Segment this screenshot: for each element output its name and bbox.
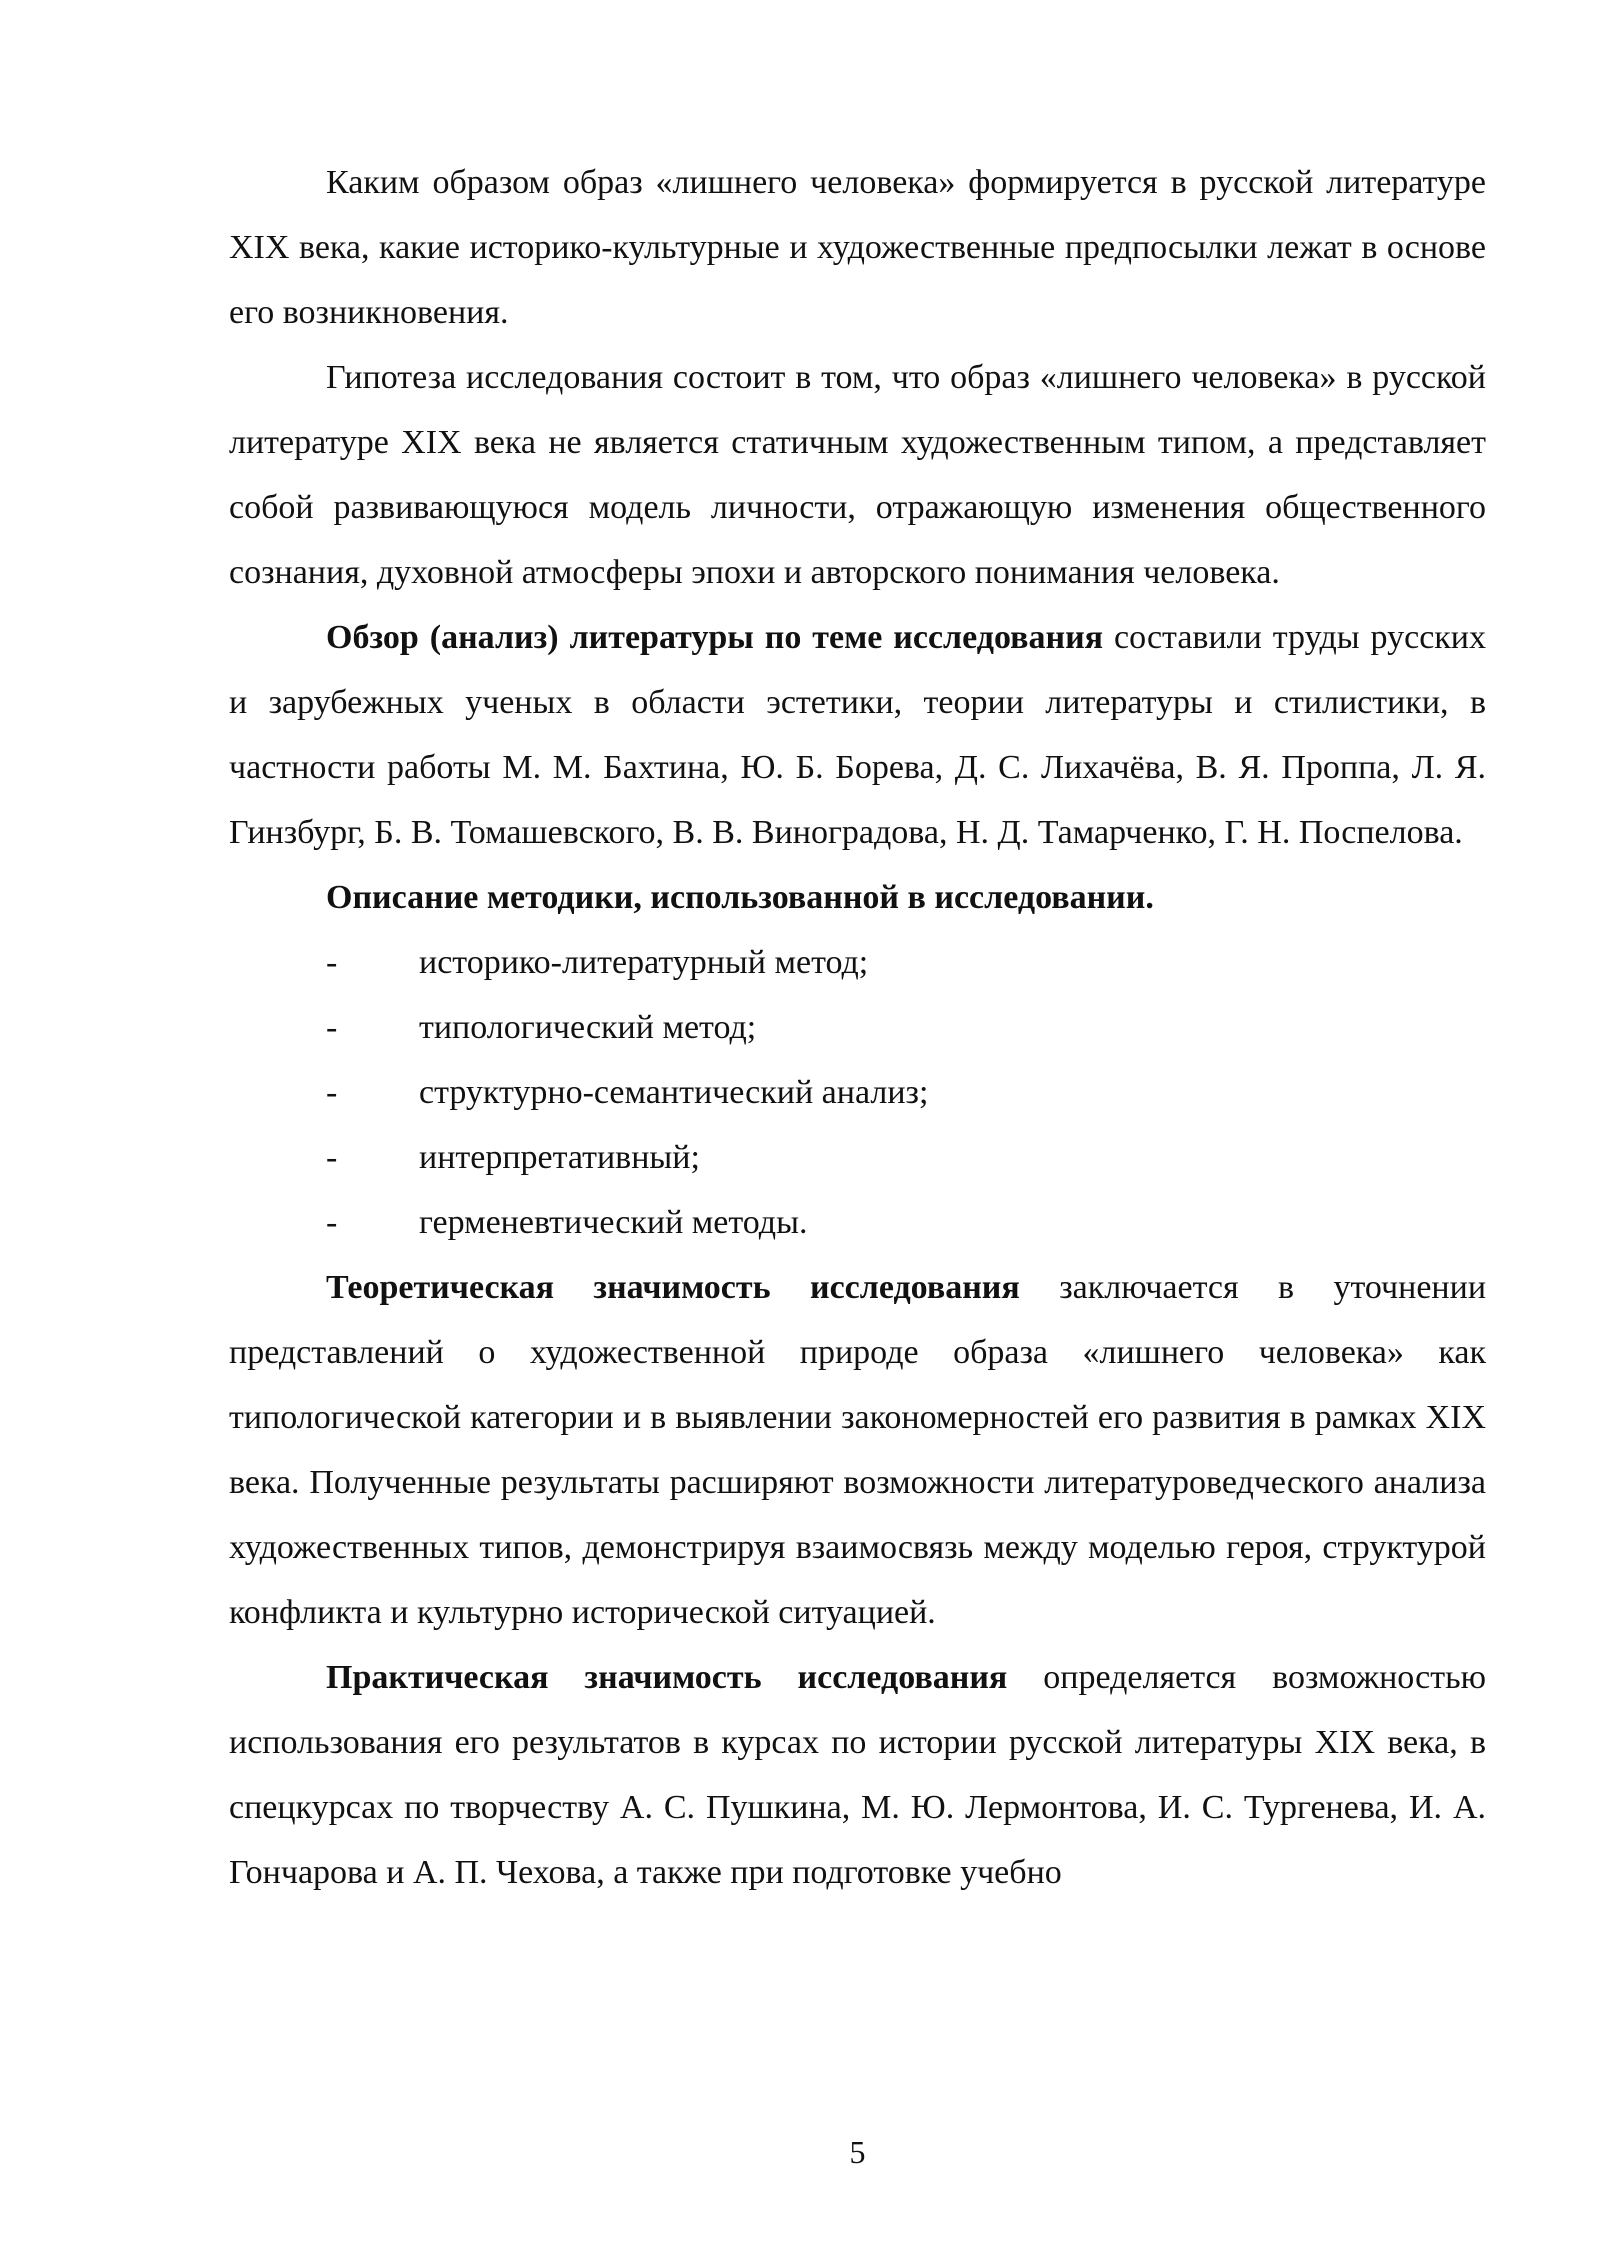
paragraph-lead: Практическая значимость исследования [326, 1659, 1008, 1696]
list-item [229, 930, 1486, 995]
page-number: 5 [849, 2134, 866, 2170]
hypothesis-paragraph [229, 345, 1486, 605]
paragraph-lead: Теоретическая значимость исследования [326, 1269, 1020, 1306]
list-item [229, 1125, 1486, 1190]
paragraph-text: заключается в уточнении представлений о художественной природе образа «лишнего человека» как типологической категории и в выявлении закономерностей его развития в рамках XIX века. Полученные результаты расширяют возможности литературоведческого анализа художественных типов, демонстрируя взаимосвязь между моделью героя, структурой конфликта и культурно исторической ситуацией. [229, 1269, 1487, 1631]
bullet-dash: - [326, 1074, 338, 1111]
methods-list [229, 930, 1486, 1255]
list-item [229, 1060, 1486, 1125]
paragraph-text: Каким образом образ «лишнего человека» формируется в русской литературе XIX века, какие историко-культурные и художественные предпосылки лежат в основе его возникновения. [229, 164, 1486, 331]
bullet-dash: - [326, 1009, 338, 1046]
research-question-paragraph [229, 150, 1486, 345]
bullet-dash: - [326, 1204, 338, 1241]
paragraph-lead: Обзор (анализ) литературы по теме исследования [326, 619, 1104, 656]
paragraph-text: определяется возможностью использования его результатов в курсах по истории русской литературы XIX века, в спецкурсах по творчеству А. С. Пушкина, М. Ю. Лермонтова, И. С. Тургенева, И. А. Гончарова и А. П. Чехова, а также при подготовке учебно [229, 1659, 1487, 1891]
list-item-text: интерпретативный; [419, 1139, 700, 1176]
list-item [229, 995, 1486, 1060]
paragraph-text: составили труды русских и зарубежных ученых в области эстетики, теории литературы и стилистики, в частности работы М. М. Бахтина, Ю. Б. Борева, Д. С. Лихачёва, В. Я. Проппа, Л. Я. Гинзбург, Б. В. Томашевского, В. В. Виноградова, Н. Д. Тамарченко, Г. Н. Поспелова. [229, 619, 1486, 851]
practical-significance-paragraph [229, 1645, 1486, 1905]
list-item-text: историко-литературный метод; [419, 944, 869, 981]
methods-heading: Описание методики, использованной в исследовании. [326, 879, 1154, 916]
bullet-dash: - [326, 1139, 338, 1176]
literature-review-paragraph [229, 605, 1486, 865]
document-page [229, 150, 1486, 1905]
methods-heading-paragraph [229, 865, 1486, 930]
theoretical-significance-paragraph [229, 1255, 1486, 1645]
list-item-text: типологический метод; [419, 1009, 757, 1046]
bullet-dash: - [326, 944, 338, 981]
list-item-text: герменевтический методы. [419, 1204, 808, 1241]
list-item [229, 1190, 1486, 1255]
list-item-text: структурно-семантический анализ; [419, 1074, 929, 1111]
paragraph-text: Гипотеза исследования состоит в том, что образ «лишнего человека» в русской литературе XIX века не является статичным художественным типом, а представляет собой развивающуюся модель личности, отражающую изменения общественного сознания, духовной атмосферы эпохи и авторского понимания человека. [229, 359, 1486, 591]
